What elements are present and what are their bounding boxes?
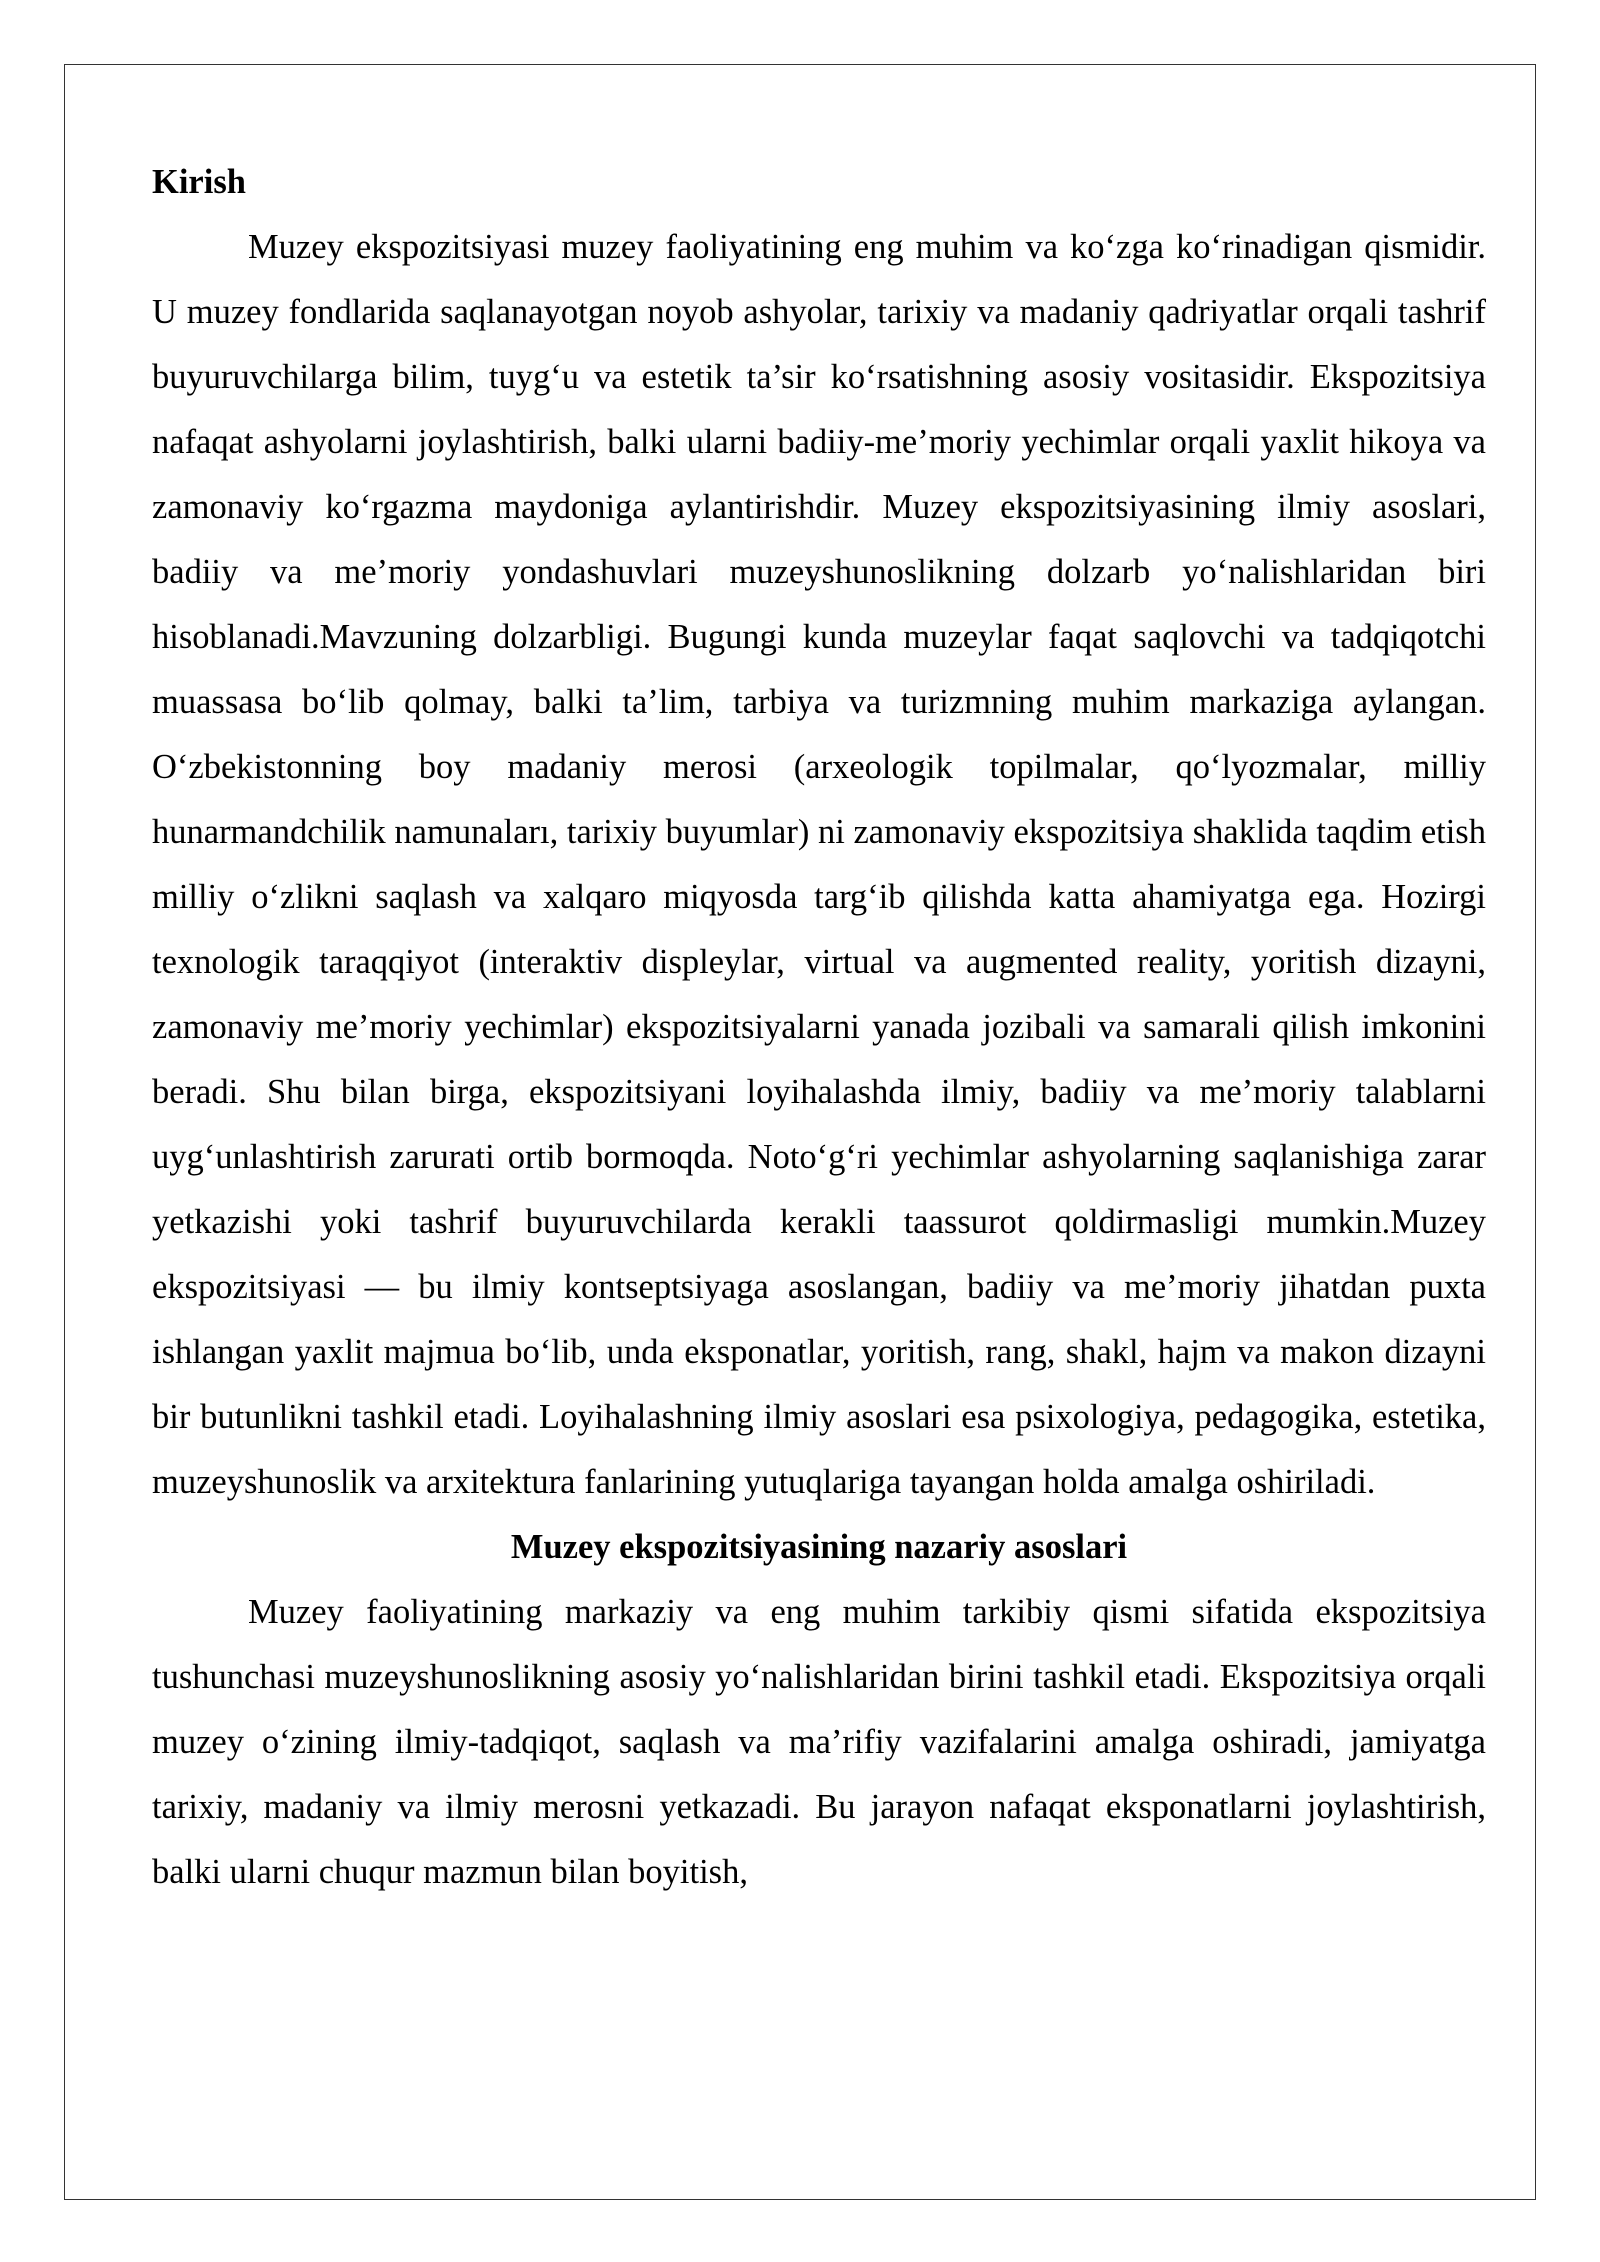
- section-paragraph: Muzey faoliyatining markaziy va eng muhim tarkibiy qismi sifatida ekspozitsiya tushunchasi muzeyshunoslikning asosiy yo‘nalishlaridan birini tashkil etadi. Ekspozitsiya orqali muzey o‘zining ilmiy-tadqiqot, saqlash va ma’rifiy vazifalarini amalga oshiradi, jamiyatga tarixiy, madaniy va ilmiy merosni yetkazadi. Bu jarayon nafaqat eksponatlarni joylashtirish, balki ularni chuqur mazmun bilan boyitish,: [152, 1593, 1486, 1891]
- document-body: [152, 150, 1486, 1905]
- section-heading: Muzey ekspozitsiyasining nazariy asoslari: [510, 1528, 1128, 1566]
- intro-heading: Kirish: [152, 163, 246, 201]
- intro-paragraph: Muzey ekspozitsiyasi muzey faoliyatining eng muhim va ko‘zga ko‘rinadigan qismidir. U muzey fondlarida saqlanayotgan noyob ashyolar, tarixiy va madaniy qadriyatlar orqali tashrif buyuruvchilarga bilim, tuyg‘u va estetik ta’sir ko‘rsatishning asosiy vositasidir. Ekspozitsiya nafaqat ashyolarni joylashtirish, balki ularni badiiy-me’moriy yechimlar orqali yaxlit hikoya va zamonaviy ko‘rgazma maydoniga aylantirishdir. Muzey ekspozitsiyasining ilmiy asoslari, badiiy va me’moriy yondashuvlari muzeyshunoslikning dolzarb yo‘nalishlaridan biri hisoblanadi.Mavzuning dolzarbligi. Bugungi kunda muzeylar faqat saqlovchi va tadqiqotchi muassasa bo‘lib qolmay, balki ta’lim, tarbiya va turizmning muhim markaziga aylangan. O‘zbekistonning boy madaniy merosi (arxeologik topilmalar, qo‘lyozmalar, milliy hunarmandchilik namunaları, tarixiy buyumlar) ni zamonaviy ekspozitsiya shaklida taqdim etish milliy o‘zlikni saqlash va xalqaro miqyosda targ‘ib qilishda katta ahamiyatga ega. Hozirgi texnologik taraqqiyot (interaktiv displeylar, virtual va augmented reality, yoritish dizayni, zamonaviy me’moriy yechimlar) ekspozitsiyalarni yanada jozibali va samarali qilish imkonini beradi. Shu bilan birga, ekspozitsiyani loyihalashda ilmiy, badiiy va me’moriy talablarni uyg‘unlashtirish zarurati ortib bormoqda. Noto‘g‘ri yechimlar ashyolarning saqlanishiga zarar yetkazishi yoki tashrif buyuruvchilarda kerakli taassurot qoldirmasligi mumkin.Muzey ekspozitsiyasi — bu ilmiy kontseptsiyaga asoslangan, badiiy va me’moriy jihatdan puxta ishlangan yaxlit majmua bo‘lib, unda eksponatlar, yoritish, rang, shakl, hajm va makon dizayni bir butunlikni tashkil etadi. Loyihalashning ilmiy asoslari esa psixologiya, pedagogika, estetika, muzeyshunoslik va arxitektura fanlarining yutuqlariga tayangan holda amalga oshiriladi.: [152, 228, 1486, 1501]
